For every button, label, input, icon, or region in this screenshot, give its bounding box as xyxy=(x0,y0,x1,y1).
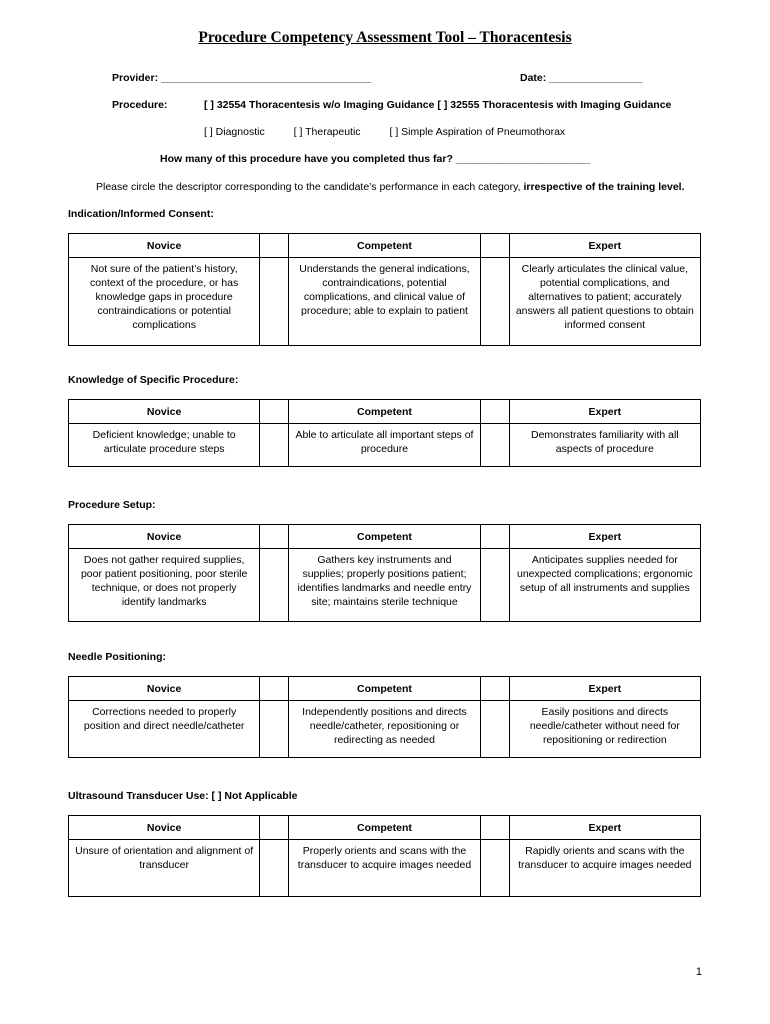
spacer-cell xyxy=(260,424,289,467)
header-competent: Competent xyxy=(289,234,480,258)
spacer-cell xyxy=(480,677,509,701)
header-expert: Expert xyxy=(509,525,700,549)
descriptor-expert[interactable]: Clearly articulates the clinical value, potential complications, and alternatives to patient; accurately answers all patient questions to obtain informed consent xyxy=(509,258,700,346)
type-therapeutic-checkbox[interactable]: [ ] Therapeutic xyxy=(293,126,361,138)
spacer-cell xyxy=(260,840,289,897)
header-competent: Competent xyxy=(289,677,480,701)
descriptor-competent[interactable]: Understands the general indications, contraindications, potential complications, and clinical value of procedure; able to explain to patient xyxy=(289,258,480,346)
spacer-cell xyxy=(480,525,509,549)
page-number: 1 xyxy=(695,966,702,978)
spacer-cell xyxy=(480,400,509,424)
procedure-count-question[interactable]: How many of this procedure have you completed thus far? _______________________ xyxy=(160,153,591,165)
descriptor-competent[interactable]: Independently positions and directs needle/catheter, repositioning or redirecting as needed xyxy=(289,701,480,758)
date-field[interactable]: Date: ________________ xyxy=(520,72,643,84)
header-novice: Novice xyxy=(69,400,260,424)
document-title: Procedure Competency Assessment Tool – Thoracentesis xyxy=(198,29,572,46)
spacer-cell xyxy=(260,234,289,258)
header-competent: Competent xyxy=(289,400,480,424)
rubric-table-needle xyxy=(68,676,701,758)
spacer-cell xyxy=(260,816,289,840)
descriptor-expert[interactable]: Anticipates supplies needed for unexpected complications; ergonomic setup of all instruments and supplies xyxy=(509,549,700,622)
descriptor-competent[interactable]: Properly orients and scans with the transducer to acquire images needed xyxy=(289,840,480,897)
header-novice: Novice xyxy=(69,525,260,549)
descriptor-competent[interactable]: Gathers key instruments and supplies; properly positions patient; identifies landmarks and needle entry site; maintains sterile technique xyxy=(289,549,480,622)
section-heading-setup: Procedure Setup: xyxy=(68,499,156,511)
spacer-cell xyxy=(480,234,509,258)
descriptor-novice[interactable]: Unsure of orientation and alignment of transducer xyxy=(69,840,260,897)
type-pneumothorax-checkbox[interactable]: [ ] Simple Aspiration of Pneumothorax xyxy=(389,126,566,138)
descriptor-expert[interactable]: Rapidly orients and scans with the transducer to acquire images needed xyxy=(509,840,700,897)
spacer-cell xyxy=(480,258,509,346)
spacer-cell xyxy=(480,549,509,622)
spacer-cell xyxy=(480,424,509,467)
spacer-cell xyxy=(260,525,289,549)
header-expert: Expert xyxy=(509,816,700,840)
header-competent: Competent xyxy=(289,816,480,840)
descriptor-novice[interactable]: Deficient knowledge; unable to articulate procedure steps xyxy=(69,424,260,467)
header-competent: Competent xyxy=(289,525,480,549)
procedure-code-options[interactable]: [ ] 32554 Thoracentesis w/o Imaging Guidance [ ] 32555 Thoracentesis with Imaging Guidance xyxy=(204,99,672,111)
rubric-table-knowledge xyxy=(68,399,701,467)
section-heading-consent: Indication/Informed Consent: xyxy=(68,208,214,220)
descriptor-expert[interactable]: Easily positions and directs needle/catheter without need for repositioning or redirection xyxy=(509,701,700,758)
spacer-cell xyxy=(480,816,509,840)
spacer-cell xyxy=(260,677,289,701)
spacer-cell xyxy=(260,549,289,622)
instructions-emphasis: irrespective of the training level. xyxy=(523,181,685,193)
section-heading-ultrasound[interactable]: Ultrasound Transducer Use: [ ] Not Applicable xyxy=(68,790,298,802)
procedure-label: Procedure: xyxy=(112,99,168,111)
header-novice: Novice xyxy=(69,234,260,258)
spacer-cell xyxy=(480,840,509,897)
spacer-cell xyxy=(260,400,289,424)
section-heading-needle: Needle Positioning: xyxy=(68,651,167,663)
spacer-cell xyxy=(260,258,289,346)
rubric-table-setup xyxy=(68,524,701,622)
rubric-table-ultrasound xyxy=(68,815,701,897)
header-novice: Novice xyxy=(69,677,260,701)
procedure-type-options xyxy=(204,126,591,138)
type-diagnostic-checkbox[interactable]: [ ] Diagnostic xyxy=(204,126,265,138)
header-expert: Expert xyxy=(509,400,700,424)
section-heading-knowledge: Knowledge of Specific Procedure: xyxy=(68,374,239,386)
descriptor-novice[interactable]: Not sure of the patient’s history, context of the procedure, or has knowledge gaps in procedure contraindications or potential complications xyxy=(69,258,260,346)
spacer-cell xyxy=(480,701,509,758)
rubric-table-consent xyxy=(68,233,701,346)
descriptor-competent[interactable]: Able to articulate all important steps of procedure xyxy=(289,424,480,467)
descriptor-novice[interactable]: Corrections needed to properly position and direct needle/catheter xyxy=(69,701,260,758)
descriptor-expert[interactable]: Demonstrates familiarity with all aspects of procedure xyxy=(509,424,700,467)
header-novice: Novice xyxy=(69,816,260,840)
instructions xyxy=(96,181,685,193)
instructions-text: Please circle the descriptor corresponding to the candidate’s performance in each category, xyxy=(96,181,521,193)
header-expert: Expert xyxy=(509,677,700,701)
header-expert: Expert xyxy=(509,234,700,258)
descriptor-novice[interactable]: Does not gather required supplies, poor patient positioning, poor sterile technique, or does not properly identify landmarks xyxy=(69,549,260,622)
spacer-cell xyxy=(260,701,289,758)
provider-field[interactable]: Provider: ____________________________________ xyxy=(112,72,372,84)
